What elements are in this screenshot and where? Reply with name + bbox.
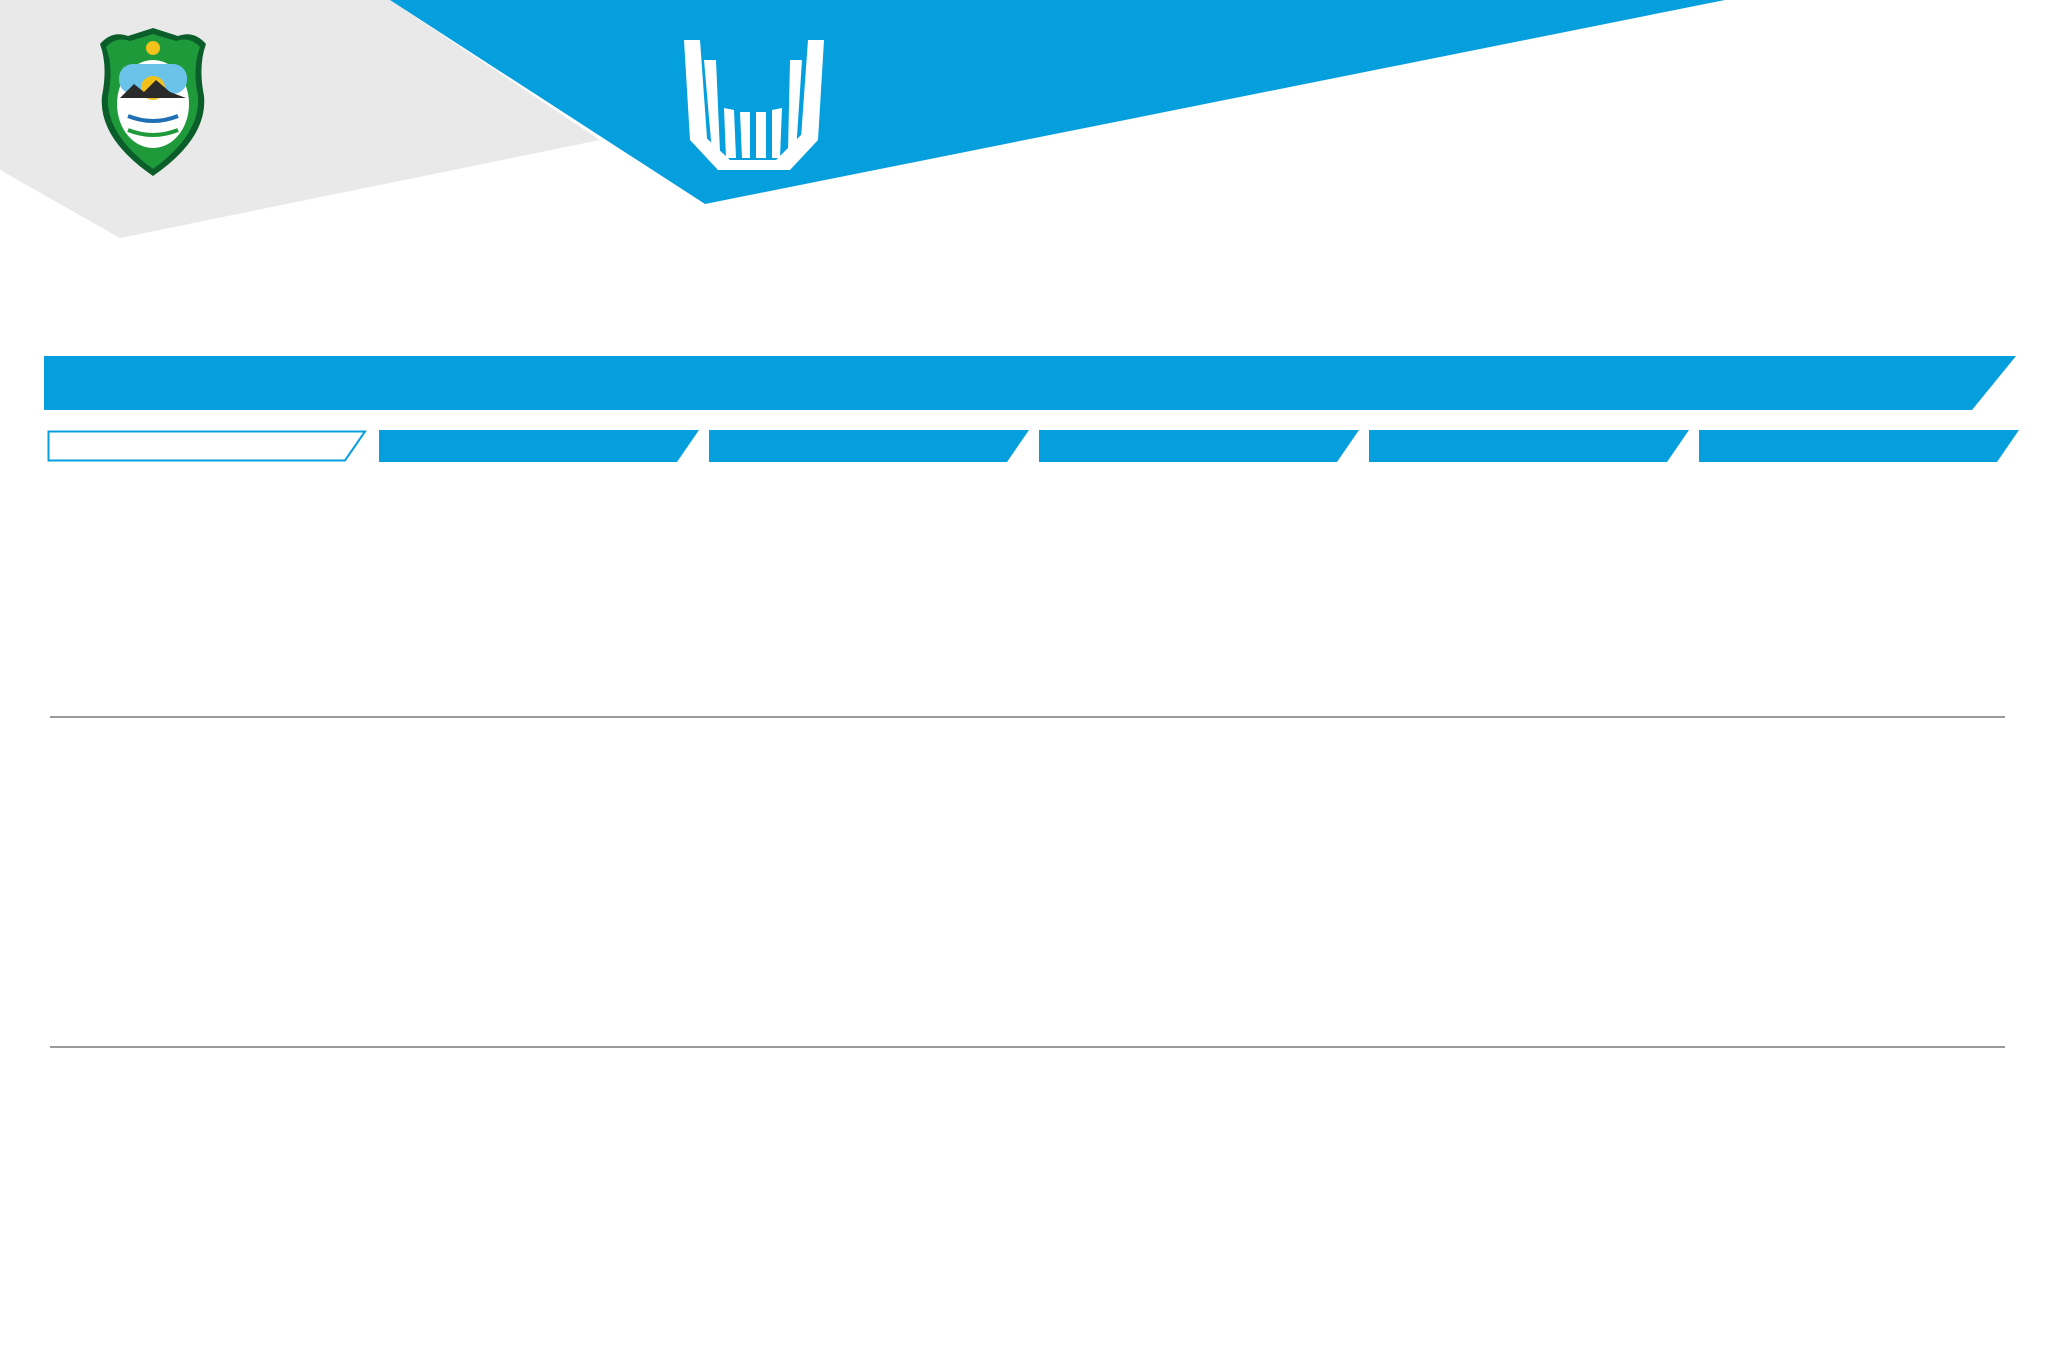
header-blue-shape <box>390 0 1725 204</box>
ushuaia-shield-logo <box>94 26 212 178</box>
column-header-taller-shape <box>47 430 367 462</box>
row-divider <box>50 1046 2005 1048</box>
schedule-cell-martes <box>709 512 1029 534</box>
header-background <box>0 0 2048 260</box>
schedule-cell-viernes <box>1699 772 2019 794</box>
schedule-cell-jueves <box>1369 772 1689 794</box>
schedule-cell-jueves <box>1369 512 1689 534</box>
schedule-cell-martes <box>709 1092 1029 1114</box>
schedule-cell-miercoles <box>1039 512 1359 534</box>
row-divider <box>50 716 2005 718</box>
column-header-martes-shape <box>709 430 1029 462</box>
schedule-cell-viernes <box>1699 512 2019 534</box>
schedule-cell-martes <box>709 772 1029 794</box>
schedule-cell-miercoles <box>1039 1092 1359 1114</box>
column-header-viernes-shape <box>1699 430 2019 462</box>
column-header-lunes-shape <box>379 430 699 462</box>
column-header-miercoles-shape <box>1039 430 1359 462</box>
area-band <box>44 356 2016 410</box>
schedule-cell-lunes <box>379 1092 699 1114</box>
schedule-cell-lunes <box>379 512 699 534</box>
schedule-cell-lunes <box>379 772 699 794</box>
column-header-jueves-shape <box>1369 430 1689 462</box>
schedule-cell-miercoles <box>1039 772 1359 794</box>
